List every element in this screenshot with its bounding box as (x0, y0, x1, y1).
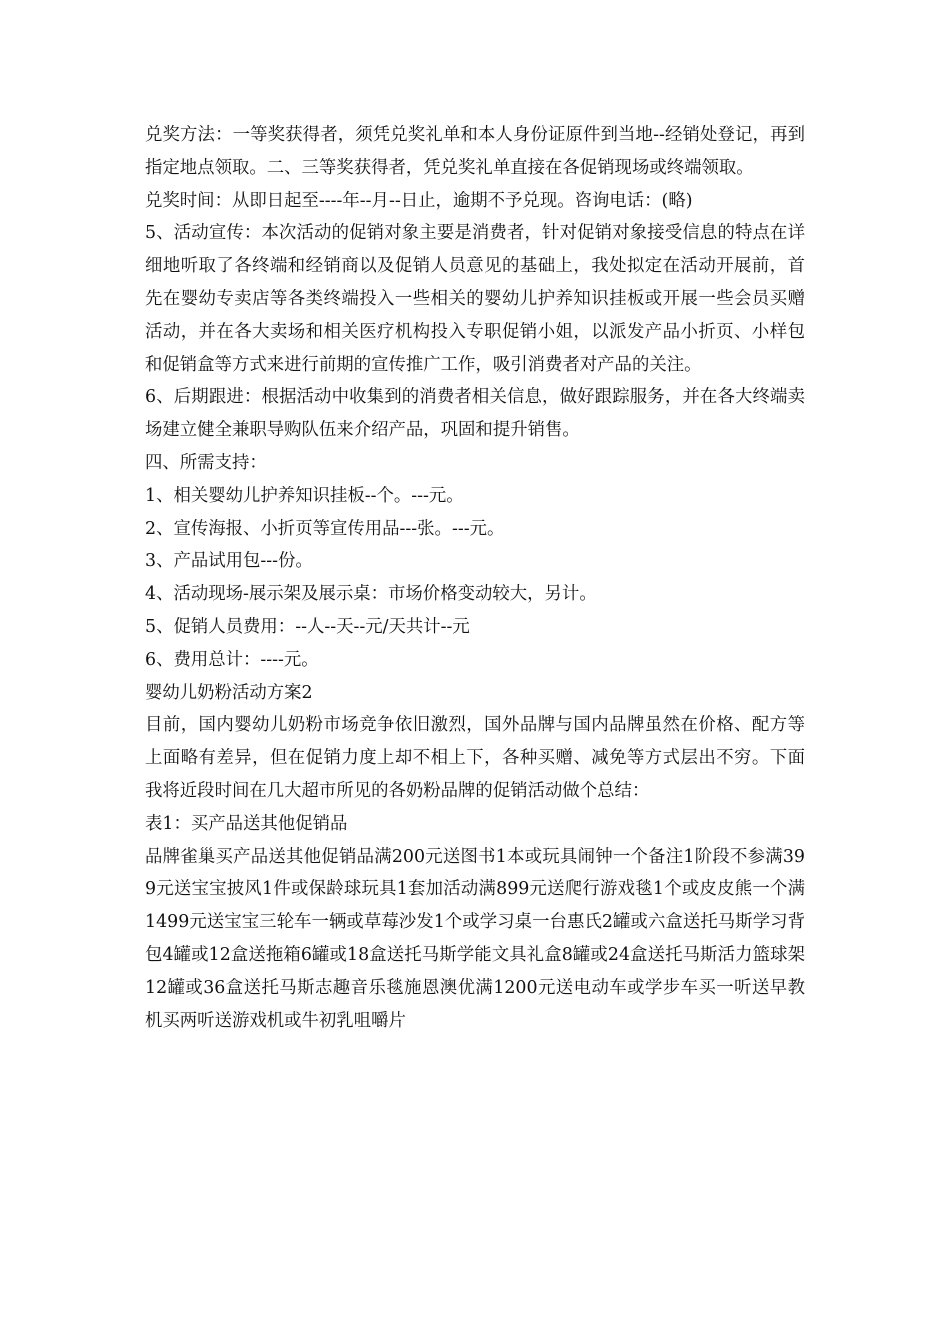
paragraph-prize-redemption-method: 兑奖方法：一等奖获得者，须凭兑奖礼单和本人身份证原件到当地--经销处登记，再到指定地点领取。二、三等奖获得者，凭兑奖礼单直接在各促销现场或终端领取。 (145, 125, 805, 178)
list-item-support-4: 4、活动现场-展示架及展示桌：市场价格变动较大，另计。 (145, 584, 597, 605)
list-item-support-3: 3、产品试用包---份。 (145, 551, 313, 572)
paragraph-brand-promotions: 品牌雀巢买产品送其他促销品满200元送图书1本或玩具闹钟一个备注1阶段不参满399元送宝宝披风1件或保龄球玩具1套加活动满899元送爬行游戏毯1个或皮皮熊一个满1499元送宝宝三轮车一辆或草莓沙发1个或学习桌一台惠氏2罐或六盒送托马斯学习背包4罐或12盒送拖箱6罐或18盒送托马斯学能文具礼盒8罐或24盒送托马斯活力篮球架12罐或36盒送托马斯志趣音乐毯施恩澳优满1200元送电动车或学步车买一听送早教机买两听送游戏机或牛初乳咀嚼片 (145, 846, 805, 1031)
paragraph-activity-promotion: 5、活动宣传：本次活动的促销对象主要是消费者，针对促销对象接受信息的特点在详细地听取了各终端和经销商以及促销人员意见的基础上，我处拟定在活动开展前，首先在婴幼专卖店等各类终端投入一些相关的婴幼儿护养知识挂板或开展一些会员买赠活动，并在各大卖场和相关医疗机构投入专职促销小姐，以派发产品小折页、小样包和促销盒等方式来进行前期的宣传推广工作，吸引消费者对产品的关注。 (145, 223, 805, 375)
document-body (145, 119, 805, 1037)
table-caption-1: 表1：买产品送其他促销品 (145, 813, 348, 834)
paragraph-prize-redemption-time: 兑奖时间：从即日起至----年--月--日止，逾期不予兑现。咨询电话：(略) (145, 190, 693, 211)
list-item-support-2: 2、宣传海报、小折页等宣传用品---张。---元。 (145, 518, 505, 539)
paragraph-follow-up: 6、后期跟进：根据活动中收集到的消费者相关信息，做好跟踪服务，并在各大终端卖场建立健全兼职导购队伍来介绍产品，巩固和提升销售。 (145, 387, 805, 441)
section-heading-required-support: 四、所需支持： (145, 452, 267, 473)
paragraph-market-overview: 目前，国内婴幼儿奶粉市场竞争依旧激烈，国外品牌与国内品牌虽然在价格、配方等上面略有差异，但在促销力度上却不相上下，各种买赠、减免等方式层出不穷。下面我将近段时间在几大超市所见的各奶粉品牌的促销活动做个总结： (145, 715, 805, 801)
list-item-support-5: 5、促销人员费用：--人--天--元/天共计--元 (145, 616, 470, 637)
list-item-support-1: 1、相关婴幼儿护养知识挂板--个。---元。 (145, 485, 464, 506)
list-item-support-6: 6、费用总计：----元。 (145, 649, 319, 670)
section-title-plan-2: 婴幼儿奶粉活动方案2 (145, 682, 313, 703)
